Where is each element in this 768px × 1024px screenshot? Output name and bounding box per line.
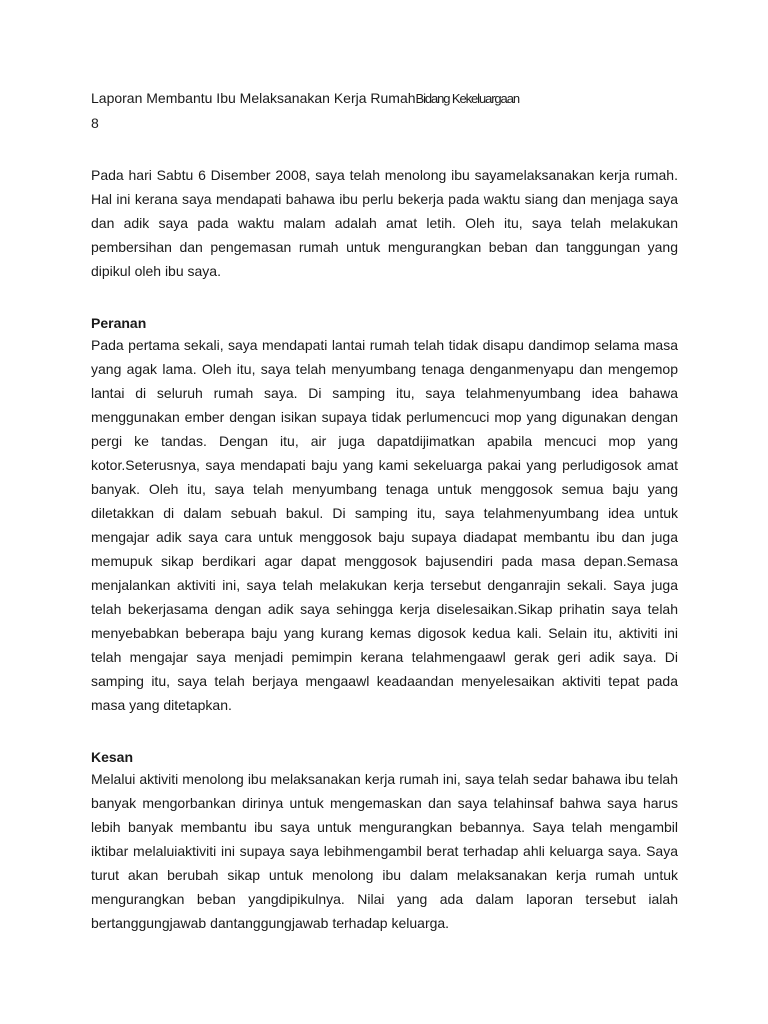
document-title <box>91 88 678 109</box>
intro-paragraph: Pada hari Sabtu 6 Disember 2008, saya telah menolong ibu sayamelaksanakan kerja rumah. Hal ini kerana saya mendapati bahawa ibu perlu bekerja pada waktu siang dan menjaga saya dan adik saya pada waktu malam adalah amat letih. Oleh itu, saya telah melakukan pembersihan dan pengemasan rumah untuk mengurangkan beban dan tanggungan yang dipikul oleh ibu saya. <box>91 167 678 279</box>
title-suffix: Bidang Kekeluargaan <box>415 91 519 106</box>
section-heading-kesan: Kesan <box>91 749 134 765</box>
document-number: 8 <box>91 115 99 131</box>
section-body-peranan: Pada pertama sekali, saya mendapati lantai rumah telah tidak disapu dandimop selama masa yang agak lama. Oleh itu, saya telah menyumbang tenaga denganmenyapu dan mengemop lantai di seluruh rumah saya. Di samping itu, saya telahmenyumbang idea bahawa menggunakan ember dengan isikan supaya tidak perlumencuci mop yang digunakan dengan pergi ke tandas. Dengan itu, air juga dapatdijimatkan apabila mencuci mop yang kotor.Seterusnya, saya mendapati baju yang kami sekeluarga pakai yang perludigosok amat banyak. Oleh itu, saya telah menyumbang tenaga untuk menggosok semua baju yang diletakkan di dalam sebuah bakul. Di samping itu, saya telahmenyumbang idea untuk mengajar adik saya cara untuk menggosok baju supaya diadapat membantu ibu dan juga memupuk sikap berdikari agar dapat menggosok bajusendiri pada masa depan.Semasa menjalankan aktiviti ini, saya telah melakukan kerja tersebut denganrajin sekali. Saya juga telah bekerjasama dengan adik saya sehingga kerja diselesaikan.Sikap prihatin saya telah menyebabkan beberapa baju yang kurang kemas digosok kedua kali. Selain itu, aktiviti ini telah mengajar saya menjadi pemimpin kerana telahmengaawl gerak geri adik saya. Di samping itu, saya telah berjaya mengaawl keadaandan menyelesaikan aktiviti tepat pada masa yang ditetapkan. <box>91 337 678 713</box>
section-body-kesan: Melalui aktiviti menolong ibu melaksanakan kerja rumah ini, saya telah sedar bahawa ibu telah banyak mengorbankan dirinya untuk mengemaskan dan saya telahinsaf bahwa saya harus lebih banyak membantu ibu saya untuk mengurangkan bebannya. Saya telah mengambil iktibar melaluiaktiviti ini supaya saya lebihmengambil berat terhadap ahli keluarga saya. Saya turut akan berubah sikap untuk menolong ibu dalam melaksanakan kerja rumah untuk mengurangkan beban yangdipikulnya. Nilai yang ada dalam laporan tersebut ialah bertanggungjawab dantanggungjawab terhadap keluarga. <box>91 771 678 931</box>
document-page <box>91 88 678 935</box>
section-heading-peranan: Peranan <box>91 315 147 331</box>
title-main: Laporan Membantu Ibu Melaksanakan Kerja Rumah <box>91 90 416 106</box>
